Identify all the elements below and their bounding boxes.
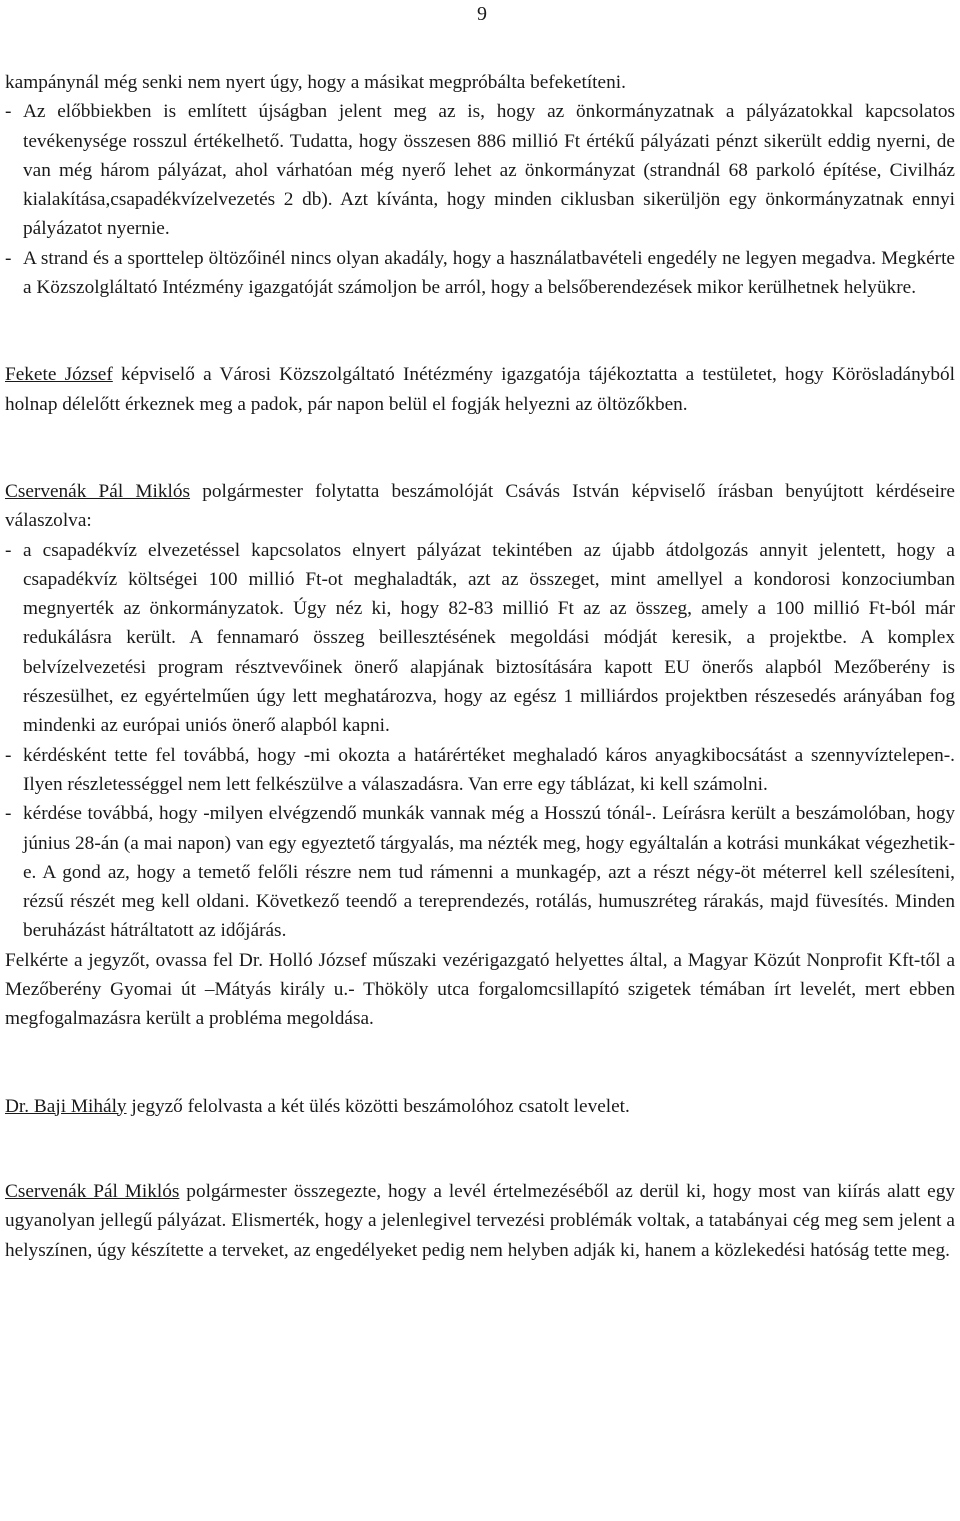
speaker-name: Cservenák Pál Miklós [5,1180,180,1202]
list-item-stormwater [5,536,955,741]
list-item-text: Az előbbiekben is említett újságban jelent meg az is, hogy az önkormányzatnak a pályázatokkal kapcsolatos tevékenysége rosszul értékelhető. Tudatta, hogy összesen 886 millió Ft értékű pályázati pénzt sikerült eddig nyerni, de van még három pályázat, ahol várhatóan még nyerő lehet az önkormányzat (strandnál 68 parkoló építése, Civilház kialakítása,csapadékvízelvezetés 2 db). Azt kívánta, hogy minden ciklusban sikerüljön egy önkormányzatnak ennyi pályázatot nyernie. [23,101,955,240]
list-item-text: kérdése továbbá, hogy -milyen elvégzendő munkák vannak még a Hosszú tónál-. Leírásra került a beszámolóban, hogy június 28-án (a mai napon) van egy egyeztető tárgyalás, ma nézték meg, hogy egyáltalán a kotrási munkákat végezhetik-e. A gond az, hogy a temető felőli részre nem tud rámenni a munkagép, azt a részt négy-öt méterrel kell szélesíteni, rézsű részét meg kell oldani. Következő teendő a tereprendezés, rotálás, humuszréteg rárakás, majd füvesítés. Minden beruházást hátráltatott az időjárás. [23,803,955,942]
paragraph-cservenak-summary [5,1177,955,1265]
page-number: 9 [477,3,487,25]
document-body [5,68,955,1265]
list-item-strand-permit [5,244,955,303]
paragraph-baji [5,1092,955,1121]
speaker-name: Cservenák Pál Miklós [5,480,191,502]
dash-marker: - [5,539,12,561]
paragraph-fekete [5,360,955,419]
paragraph-cservenak-intro [5,477,955,536]
dash-marker: - [5,247,12,269]
paragraph-text: jegyző felolvasta a két ülés közötti beszámolóhoz csatolt levelet. [126,1095,630,1117]
paragraph-request-letter: Felkérte a jegyzőt, ovassa fel Dr. Holló József műszaki vezérigazgató helyettes által, a Magyar Közút Nonprofit Kft-től a Mezőberény Gyomai út –Mátyás király u.- Thököly utca forgalomcsillapító szigetek témában írt levelét, mert ebben megfogalmazásra került a probléma megoldása. [5,949,955,1030]
paragraph-text: képviselő a Városi Közszolgáltató Inétézmény igazgatója tájékoztatta a testületet, hogy Körösladányból holnap délelőtt érkeznek meg a padok, pár napon belül el fogják helyezni az öltözőkben. [5,364,955,415]
speaker-name: Fekete József [5,364,113,386]
dash-marker: - [5,101,12,123]
paragraph-text: polgármester folytatta beszámolóját Csávás István képviselő írásban benyújtott kérdéseire válaszolva: [5,480,955,532]
list-item-hosszu-to [5,799,955,945]
dash-marker: - [5,744,12,766]
list-item-text: A strand és a sporttelep öltözőinél nincs olyan akadály, hogy a használatbavételi engedély ne legyen megadva. Megkérte a Közszolgláltató Intézmény igazgatóját számoljon be arról, hogy a belsőberendezések mikor kerülhetnek helyükre. [23,247,955,299]
list-item-grants-newspaper [5,97,955,243]
list-item-text: a csapadékvíz elvezetéssel kapcsolatos elnyert pályázat tekintében az újabb átdolgozás annyit jelentett, hogy a csapadékvíz költségei 100 millió Ft-ot meghaladták, azt az összeget, mint amellyel a kondorosi konzociumban megnyerték az önkormányzatok. Úgy néz ki, hogy 82-83 millió Ft az az összeg, amely a 100 millió Ft-ból már redukálásra került. A fennamaró összeg beillesztésének megoldási módját keresik, a projektbe. A komplex belvízelvezetési program résztvevőinek önerő alapjának biztosítására kapott EU önerős alapból Mezőberény is részesülhet, ez egyértelműen úgy lett meghatározva, hogy az egész 1 milliárdos projektben részesedés arányában fog mindenki az európai uniós önerő alapból kapni. [23,539,955,737]
dash-marker: - [5,803,12,825]
paragraph-campaign-end: kampánynál még senki nem nyert úgy, hogy a másikat megpróbálta befeketíteni. [5,72,626,93]
paragraph-text: polgármester összegezte, hogy a levél értelmezéséből az derül ki, hogy most van kiírás alatt egy ugyanolyan jellegű pályázat. Elismerték, hogy a jelenlegivel tervezési problémák voltak, a tatabányai cég meg sem jelent a helyszínen, úgy készítette a terveket, az engedélyeket pedig nem helyben adják ki, hanem a közlekedési hatóság tette meg. [5,1180,955,1261]
list-item-wastewater [5,741,955,800]
list-item-text: kérdésként tette fel továbbá, hogy -mi okozta a határértéket meghaladó káros anyagkibocsátást a szennyvíztelepen-. Ilyen részletességgel nem lett felkészülve a válaszadásra. Van erre egy táblázat, ki kell számolni. [23,744,955,795]
speaker-name: Dr. Baji Mihály [5,1095,127,1117]
